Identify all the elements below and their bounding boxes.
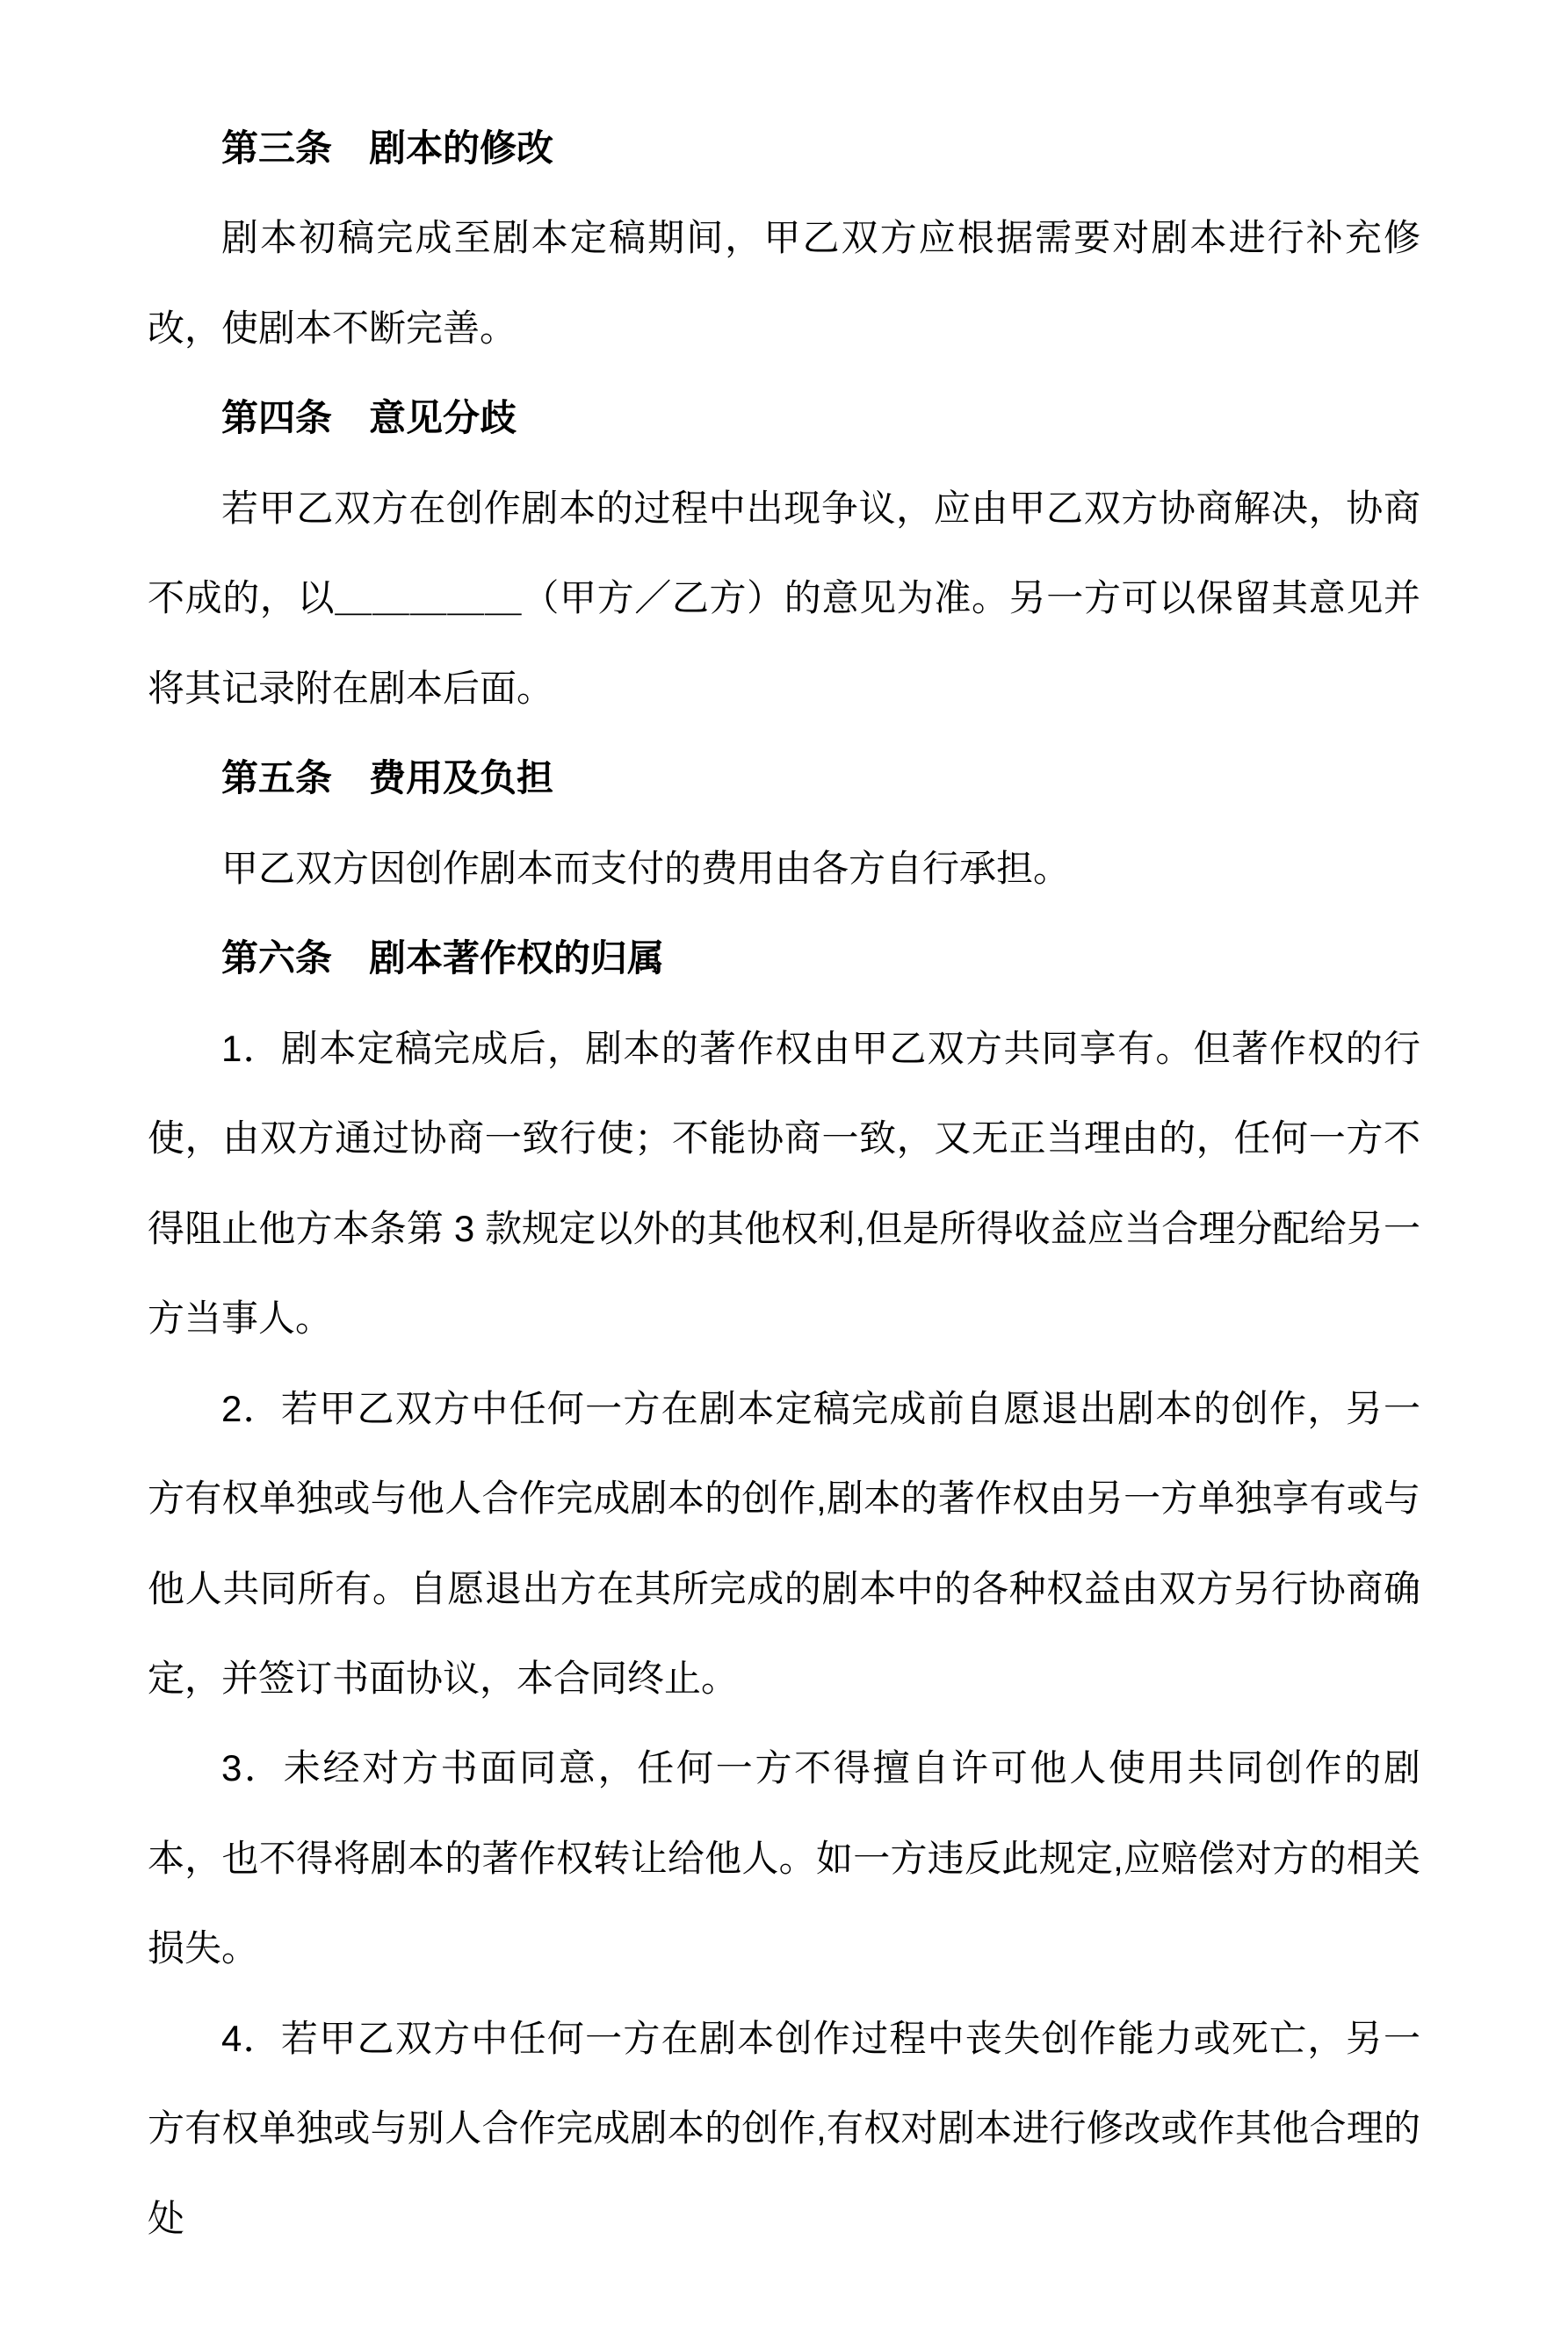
paragraph-article-3: 剧本初稿完成至剧本定稿期间，甲乙双方应根据需要对剧本进行补充修改，使剧本不断完善。 [148, 217, 1420, 349]
paragraph-article-4: 若甲乙双方在创作剧本的过程中出现争议，应由甲乙双方协商解决，协商不成的，以＿＿＿＿＿（甲方／乙方）的意见为准。另一方可以保留其意见并将其记录附在剧本后面。 [148, 487, 1420, 709]
paragraph-article-6-clause-3: 3．未经对方书面同意，任何一方不得擅自许可他人使用共同创作的剧本，也不得将剧本的著作权转让给他人。如一方违反此规定,应赔偿对方的相关损失。 [148, 1747, 1420, 1969]
heading-article-4: 第四条 意见分歧 [221, 397, 517, 439]
heading-article-6: 第六条 剧本著作权的归属 [221, 937, 665, 979]
paragraph-article-5: 甲乙双方因创作剧本而支付的费用由各方自行承担。 [221, 847, 1071, 889]
paragraph-article-6-clause-2: 2．若甲乙双方中任何一方在剧本定稿完成前自愿退出剧本的创作，另一方有权单独或与他人合作完成剧本的创作,剧本的著作权由另一方单独享有或与他人共同所有。自愿退出方在其所完成的剧本中的各种权益由双方另行协商确定，并签订书面协议，本合同终止。 [148, 1387, 1420, 1699]
paragraph-article-6-clause-4: 4．若甲乙双方中任何一方在剧本创作过程中丧失创作能力或死亡，另一方有权单独或与别人合作完成剧本的创作,有权对剧本进行修改或作其他合理的处 [148, 2017, 1420, 2239]
heading-article-5: 第五条 费用及负担 [221, 757, 554, 799]
paragraph-article-6-clause-1: 1．剧本定稿完成后，剧本的著作权由甲乙双方共同享有。但著作权的行使，由双方通过协商一致行使；不能协商一致，又无正当理由的，任何一方不得阻止他方本条第 3 款规定以外的其他权利,但是所得收益应当合理分配给另一方当事人。 [148, 1027, 1420, 1340]
heading-article-3: 第三条 剧本的修改 [221, 127, 554, 169]
